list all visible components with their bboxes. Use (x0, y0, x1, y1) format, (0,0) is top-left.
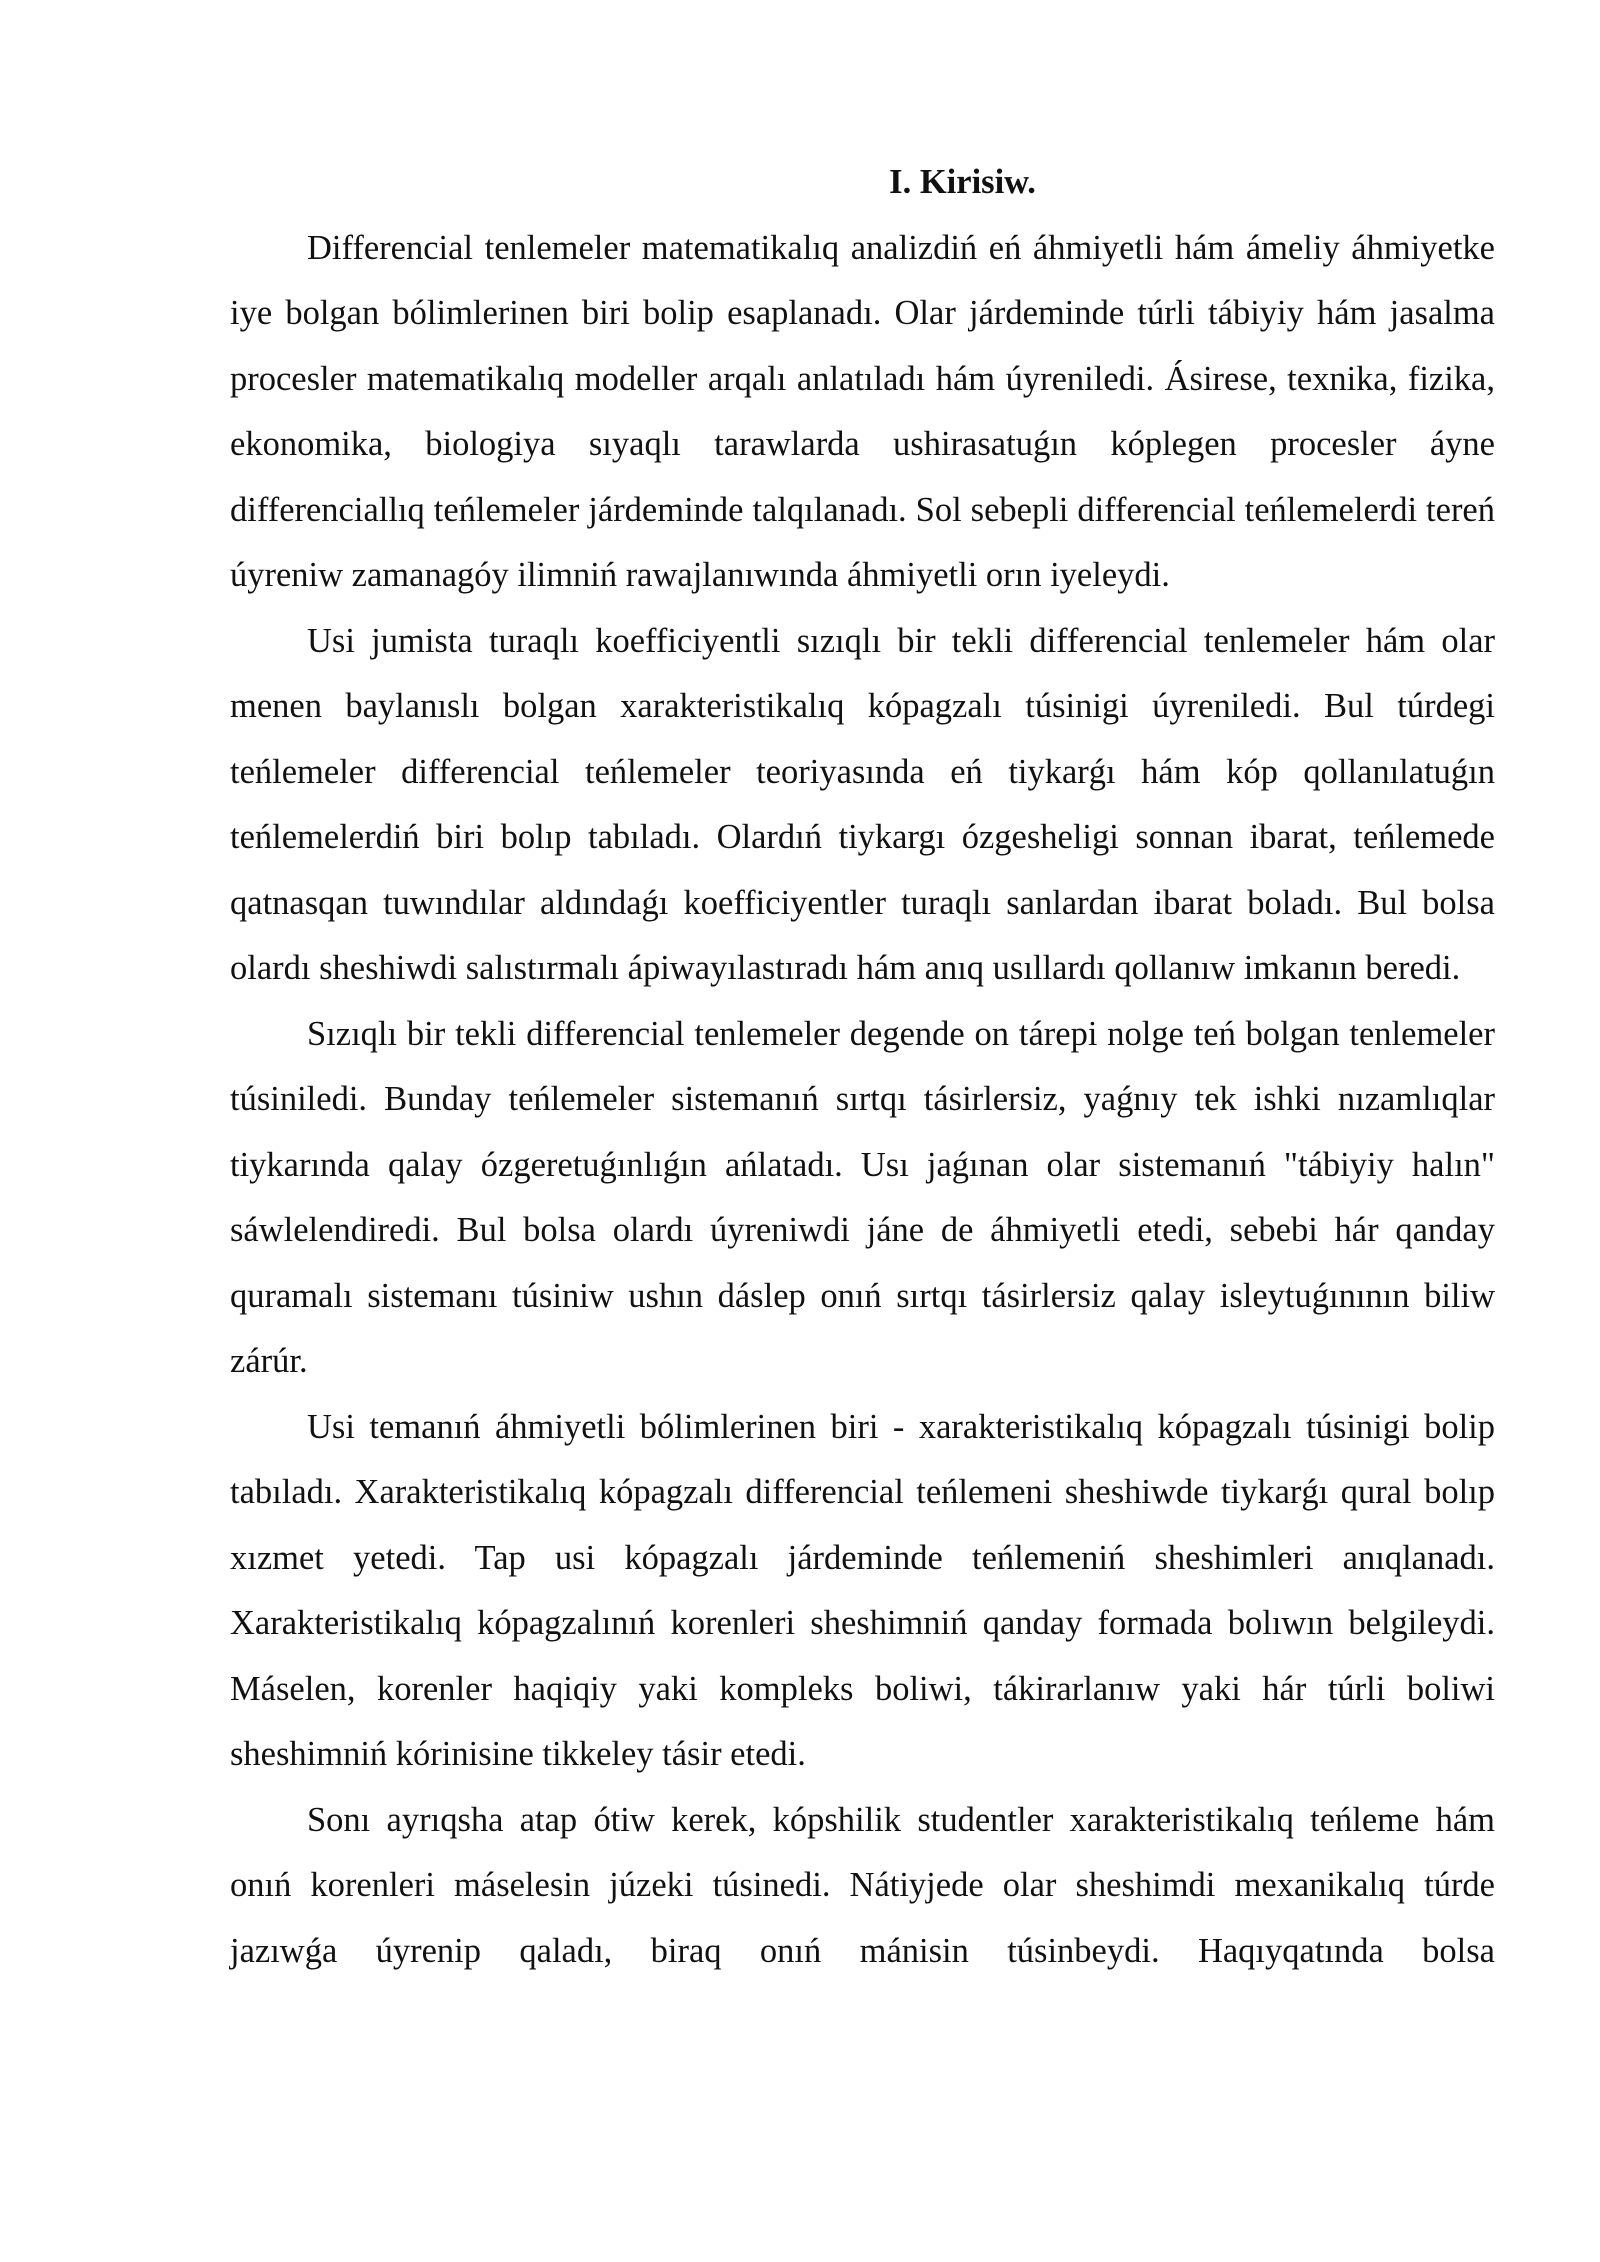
document-body (230, 150, 1495, 1984)
section-title: I. Kirisiw. (889, 163, 1036, 201)
paragraph-1: Differencial tenlemeler matematikalıq analizdiń eń áhmiyetli hám ámeliy áhmiyetke iye bolgan bólimlerinen biri bolip esaplanadı. Olar járdeminde túrli tábiyiy hám jasalma procesler matematikalıq modeller arqalı anlatıladı hám úyreniledi. Ásirese, texnika, fizika, ekonomika, biologiya sıyaqlı tarawlarda ushirasatuǵın kóplegen procesler áyne differenciallıq teńlemeler járdeminde talqılanadı. Sol sebepli differencial teńlemelerdi tereń úyreniw zamanagóy ilimniń rawajlanıwında áhmiyetli orın iyeleydi. (230, 228, 1495, 594)
paragraph-4: Usi temanıń áhmiyetli bólimlerinen biri - xarakteristikalıq kópagzalı túsinigi bolip tabıladı. Xarakteristikalıq kópagzalı differencial teńlemeni sheshiwde tiykarǵı qural bolıp xızmet yetedi. Tap usi kópagzalı járdeminde teńlemeniń sheshimleri anıqlanadı. Xarakteristikalıq kópagzalınıń korenleri sheshimniń qanday formada bolıwın belgileydi. Máselen, korenler haqiqiy yaki kompleks boliwi, tákirarlanıw yaki hár túrli boliwi sheshimniń kórinisine tikkeley tásir etedi. (230, 1407, 1495, 1773)
paragraph-2: Usi jumista turaqlı koefficiyentli sızıqlı bir tekli differencial tenlemeler hám olar menen baylanıslı bolgan xarakteristikalıq kópagzalı túsinigi úyreniledi. Bul túrdegi teńlemeler differencial teńlemeler teoriyasında eń tiykarǵı hám kóp qollanılatuǵın teńlemelerdiń biri bolıp tabıladı. Olardıń tiykargı ózgesheligi sonnan ibarat, teńlemede qatnasqan tuwındılar aldındaǵı koefficiyentler turaqlı sanlardan ibarat boladı. Bul bolsa olardı sheshiwdi salıstırmalı ápiwayılastıradı hám anıq usıllardı qollanıw imkanın beredi. (230, 621, 1495, 987)
paragraph-5: Sonı ayrıqsha atap ótiw kerek, kópshilik studentler xarakteristikalıq teńleme hám onıń korenleri máselesin júzeki túsinedi. Nátiyjede olar sheshimdi mexanikalıq túrde jazıwǵa úyrenip qaladı, biraq onıń mánisin túsinbeydi. Haqıyqatında bolsa (230, 1800, 1495, 1970)
paragraph-3: Sızıqlı bir tekli differencial tenlemeler degende on tárepi nolge teń bolgan tenlemeler túsiniledi. Bunday teńlemeler sistemanıń sırtqı tásirlersiz, yaǵnıy tek ishki nızamlıqlar tiykarında qalay ózgeretuǵınlıǵın ańlatadı. Usı jaǵınan olar sistemanıń "tábiyiy halın" sáwlelendiredi. Bul bolsa olardı úyreniwdi jáne de áhmiyetli etedi, sebebi hár qanday quramalı sistemanı túsiniw ushın dáslep onıń sırtqı tásirlersiz qalay isleytuǵınının biliw zárúr. (230, 1014, 1495, 1380)
